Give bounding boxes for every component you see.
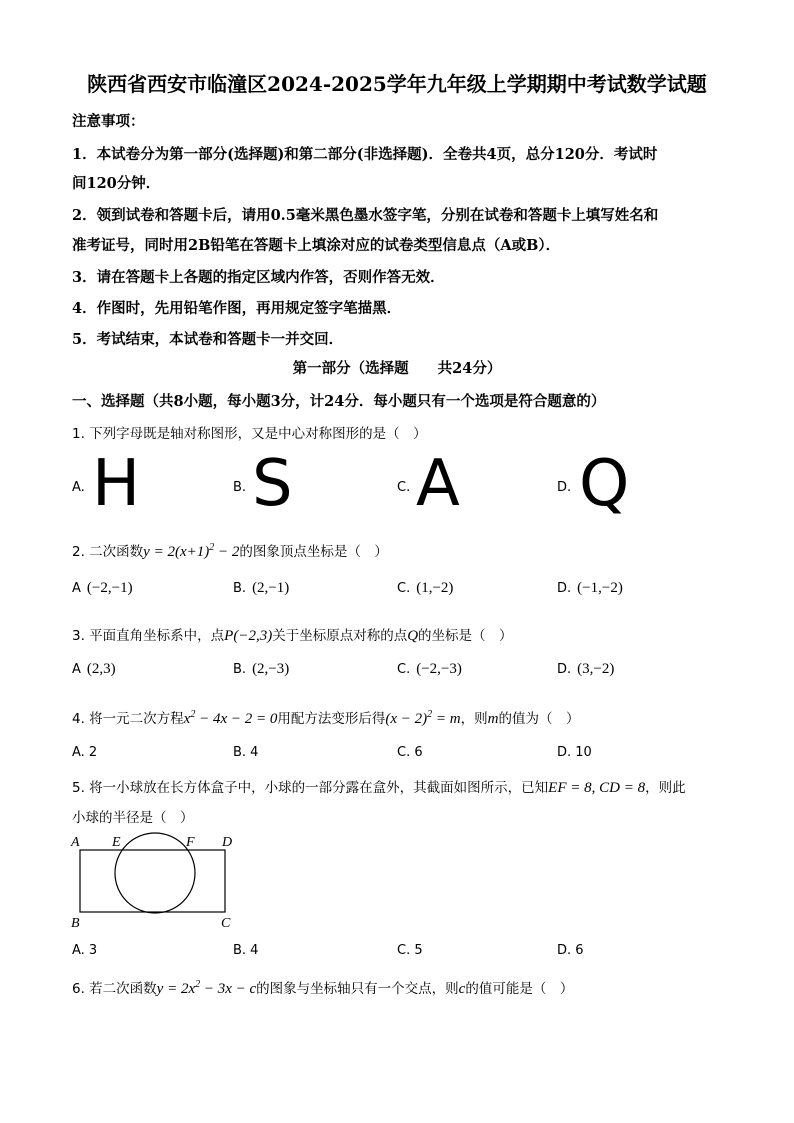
q1-option-c-label: C. [397,480,411,495]
q4-eq2-exponent: 2 [427,709,433,720]
notice-heading: 注意事项： [72,113,145,130]
q5-label-a: A [71,835,80,850]
q3-option-d-value: (3,−2) [577,661,615,677]
question-2-stem [72,540,388,561]
q4-option-a: A. 2 [72,745,98,760]
q1-option-d-letter: Q [579,447,630,521]
question-4-stem [72,707,579,728]
q2-stem-a: 2. 二次函数 [72,544,144,560]
q4-option-b: B. 4 [233,745,259,760]
q3-option-b-label: B. [233,662,247,677]
q3-point-q: Q [407,628,419,644]
q5-given: EF = 8, CD = 8 [548,780,646,796]
q3-option-b-value: (2,−3) [252,661,290,677]
q3-option-c-value: (−2,−3) [416,661,462,677]
section-one-heading: 一、选择题（共8小题，每小题3分，计24分．每小题只有一个选项是符合题意的） [72,393,606,410]
q1-option-a-label: A. [72,480,85,495]
q6-stem-b: 的图象与坐标轴只有一个交点，则 [256,981,459,997]
q2-option-d-value: (−1,−2) [577,580,623,596]
q5-stem-a: 5. 将一小球放在长方体盒子中，小球的一部分露在盒外，其截面如图所示，已知 [72,780,549,796]
notice-item-1-cont: 间120分钟． [72,175,161,192]
q5-option-b: B. 4 [233,943,259,958]
q4-option-d: D. 10 [557,745,592,760]
q2-formula-tail: − 2 [214,544,240,560]
q6-formula-tail: − 3x − c [200,981,257,997]
notice-item-4: 4．作图时，先用铅笔作图，再用规定签字笔描黑． [72,300,402,317]
q5-box-rectangle [80,850,225,912]
q3-option-a-label: A [72,662,81,677]
q3-stem-b: 关于坐标原点对称的点 [272,628,408,644]
q4-eq2-tail: = m [432,711,461,727]
q5-label-c: C [221,916,231,931]
q6-stem-c: 的值可能是（ ） [465,981,574,997]
q6-formula-exponent: 2 [195,979,201,990]
q3-option-d [557,661,614,678]
q1-option-b-label: B. [233,480,247,495]
q5-label-f: F [186,835,195,850]
q6-formula [157,981,257,997]
q3-option-c-label: C. [397,662,411,677]
q2-option-c [397,580,453,597]
q5-option-d: D. 6 [557,943,584,958]
q5-label-d: D [222,835,233,850]
q2-option-a-label: A [72,581,81,596]
q5-ball-circle [115,833,195,913]
q2-formula-main: y = 2(x+1) [143,544,210,560]
q6-formula-main: y = 2x [156,981,196,997]
question-5-stem-line-2: 小球的半径是（ ） [72,810,194,826]
q3-stem-a: 3. 平面直角坐标系中，点 [72,628,225,644]
page-title: 陕西省西安市临潼区2024-2025学年九年级上学期期中考试数学试题 [87,72,707,96]
question-3-stem [72,624,513,645]
question-6-stem [72,977,573,998]
q6-variable-c: c [458,981,466,997]
q5-label-e: E [112,835,121,850]
question-1-stem: 1. 下列字母既是轴对称图形，又是中心对称图形的是（ ） [72,426,427,442]
q4-equation-1 [184,711,278,727]
part-one-heading: 第一部分（选择题 共24分） [292,360,502,377]
q4-equation-2 [385,711,460,727]
notice-item-2-cont: 准考证号，同时用2B铅笔在答题卡上填涂对应的试卷类型信息点（A或B）． [72,237,561,254]
q4-stem-a: 4. 将一元二次方程 [72,711,184,727]
q4-variable-m: m [487,711,499,727]
q4-eq1-main: x [183,711,191,727]
q1-option-c-letter: A [416,447,460,521]
q2-option-a-value: (−2,−1) [86,580,133,596]
q2-option-c-value: (1,−2) [416,580,454,596]
q3-option-b [233,661,289,678]
q2-formula-exponent: 2 [209,542,215,553]
q3-option-d-label: D. [557,662,572,677]
q2-option-a [72,580,133,597]
q2-stem-b: 的图象顶点坐标是（ ） [239,544,388,560]
q3-option-a-value: (2,3) [86,661,116,677]
q3-option-c [397,661,462,678]
q5-option-a: A. 3 [72,943,98,958]
notice-item-1: 1．本试卷分为第一部分(选择题)和第二部分(非选择题)．全卷共4页，总分120分．考试时 [72,146,658,163]
q2-option-d-label: D. [557,581,572,596]
q6-stem-a: 6. 若二次函数 [72,981,157,997]
q4-option-c: C. 6 [397,745,423,760]
q4-stem-c: ，则 [460,711,488,727]
question-5-stem-line-1 [72,776,686,797]
notice-item-5: 5．考试结束，本试卷和答题卡一并交回． [72,331,344,348]
q2-option-b-label: B. [233,581,247,596]
q2-option-b [233,580,289,597]
q3-stem-c: 的坐标是（ ） [418,628,513,644]
q5-figure [68,830,248,932]
q1-option-d-label: D. [557,480,572,495]
q2-formula [143,544,239,560]
q2-option-b-value: (2,−1) [252,580,290,596]
q4-eq1-exponent: 2 [190,709,196,720]
q4-eq1-tail: − 4x − 2 = 0 [195,711,278,727]
q1-option-a-letter: H [92,447,141,521]
q4-stem-d: 的值为（ ） [498,711,580,727]
notice-item-2: 2．领到试卷和答题卡后，请用0.5毫米黑色墨水签字笔，分别在试卷和答题卡上填写姓名和 [72,207,659,224]
q2-option-d [557,580,623,597]
q4-eq2-main: (x − 2) [385,711,428,727]
q4-stem-b: 用配方法变形后得 [277,711,386,727]
q5-stem-b: ，则此 [645,780,686,796]
q5-option-c: C. 5 [397,943,423,958]
q5-label-b: B [71,916,80,931]
q1-option-b-letter: S [252,447,293,521]
q3-option-a [72,661,116,678]
q3-point-p: P(−2,3) [224,628,273,644]
q2-option-c-label: C. [397,581,411,596]
notice-item-3: 3．请在答题卡上各题的指定区域内作答，否则作答无效． [72,269,445,286]
